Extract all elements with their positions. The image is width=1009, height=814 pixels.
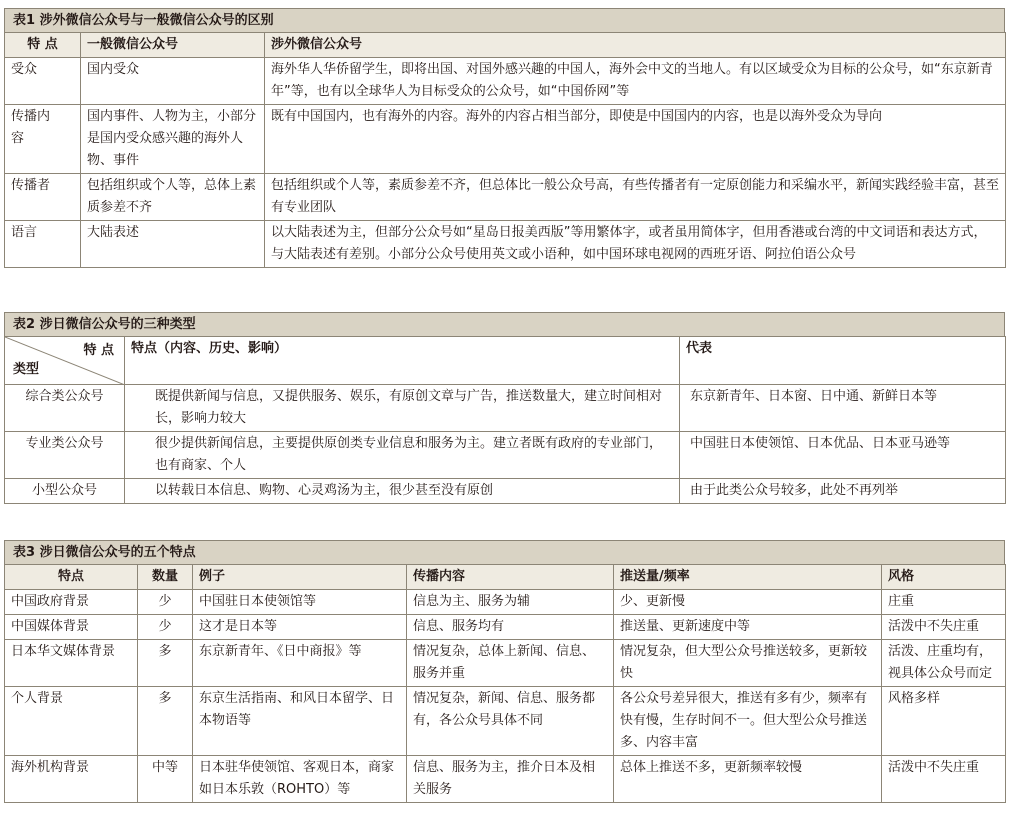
table3-header-cell: 风格 xyxy=(882,565,1006,590)
table3 xyxy=(4,540,1005,803)
table2-cell: 专业类公众号 xyxy=(5,432,125,479)
table3-cell: 日本华文媒体背景 xyxy=(5,640,138,687)
table-row xyxy=(5,479,1006,504)
table3-cell: 少 xyxy=(138,615,193,640)
table3-header-cell: 传播内容 xyxy=(407,565,614,590)
table3-cell: 中国驻日本使领馆等 xyxy=(193,590,407,615)
table3-cell: 信息、服务均有 xyxy=(407,615,614,640)
table3-cell: 中国政府背景 xyxy=(5,590,138,615)
table-row xyxy=(5,640,1006,687)
table2-grid xyxy=(4,336,1006,504)
table2-diag-top-label: 特 点 xyxy=(83,343,114,358)
table-row xyxy=(5,615,1006,640)
table2 xyxy=(4,312,1005,504)
table3-header-cell: 例子 xyxy=(193,565,407,590)
table1-cell: 既有中国国内，也有海外的内容。海外的内容占相当部分，即使是中国国内的内容，也是以海外受众为导向 xyxy=(265,105,1006,174)
table-row xyxy=(5,385,1006,432)
table2-header-row xyxy=(5,337,1006,385)
table2-cell: 小型公众号 xyxy=(5,479,125,504)
table3-cell: 海外机构背景 xyxy=(5,756,138,803)
table-row xyxy=(5,687,1006,756)
table1-header-cell: 一般微信公众号 xyxy=(81,33,265,58)
table3-cell: 情况复杂，但大型公众号推送较多，更新较快 xyxy=(614,640,882,687)
table3-cell: 活泼中不失庄重 xyxy=(882,756,1006,803)
table3-cell: 推送量、更新速度中等 xyxy=(614,615,882,640)
table1-header-cell: 涉外微信公众号 xyxy=(265,33,1006,58)
table-row xyxy=(5,58,1006,105)
table3-cell: 日本驻华使领馆、客观日本，商家如日本乐敦（ROHTO）等 xyxy=(193,756,407,803)
table2-diag-bottom-label: 类型 xyxy=(13,362,40,377)
table2-cell: 中国驻日本使领馆、日本优品、日本亚马逊等 xyxy=(680,432,1006,479)
table1-grid xyxy=(4,32,1006,268)
table3-cell: 风格多样 xyxy=(882,687,1006,756)
table2-header-cell: 代表 xyxy=(680,337,1006,385)
table1-cell: 以大陆表述为主，但部分公众号如“星岛日报美西版”等用繁体字，或者虽用简体字，但用香港或台湾的中文词语和表达方式，与大陆表述有差别。小部分公众号使用英文或小语种，如中国环球电视网的西班牙语、阿拉伯语公众号 xyxy=(265,221,1006,268)
table3-cell: 东京新青年、《日中商报》等 xyxy=(193,640,407,687)
table2-cell: 以转载日本信息、购物、心灵鸡汤为主，很少甚至没有原创 xyxy=(125,479,680,504)
table3-cell: 少、更新慢 xyxy=(614,590,882,615)
table3-cell: 少 xyxy=(138,590,193,615)
table1-cell: 传播内容 xyxy=(5,105,81,174)
table-row xyxy=(5,756,1006,803)
table-row xyxy=(5,174,1006,221)
table1-cell: 国内事件、人物为主，小部分是国内受众感兴趣的海外人物、事件 xyxy=(81,105,265,174)
table3-grid xyxy=(4,564,1006,803)
table1-cell: 海外华人华侨留学生，即将出国、对国外感兴趣的中国人，海外会中文的当地人。有以区域受众为目标的公众号，如“东京新青年”等，也有以全球华人为目标受众的公众号，如“中国侨网”等 xyxy=(265,58,1006,105)
table2-diagonal-header xyxy=(5,337,125,385)
table3-cell: 多 xyxy=(138,687,193,756)
table2-cell: 很少提供新闻信息，主要提供原创类专业信息和服务为主。建立者既有政府的专业部门，也有商家、个人 xyxy=(125,432,680,479)
table1-header-cell: 特 点 xyxy=(5,33,81,58)
table3-cell: 中等 xyxy=(138,756,193,803)
table3-cell: 个人背景 xyxy=(5,687,138,756)
table3-header-row xyxy=(5,565,1006,590)
table-row xyxy=(5,221,1006,268)
table2-cell: 由于此类公众号较多，此处不再列举 xyxy=(680,479,1006,504)
table3-cell: 这才是日本等 xyxy=(193,615,407,640)
table1-cell: 语言 xyxy=(5,221,81,268)
table3-header-cell: 推送量/频率 xyxy=(614,565,882,590)
table3-cell: 活泼、庄重均有，视具体公众号而定 xyxy=(882,640,1006,687)
table3-cell: 中国媒体背景 xyxy=(5,615,138,640)
table3-cell: 东京生活指南、和风日本留学、日本物语等 xyxy=(193,687,407,756)
table3-cell: 信息为主、服务为辅 xyxy=(407,590,614,615)
table1-cell: 国内受众 xyxy=(81,58,265,105)
table3-cell: 多 xyxy=(138,640,193,687)
table3-header-cell: 特点 xyxy=(5,565,138,590)
table1-header-row xyxy=(5,33,1006,58)
table1-caption: 表1 涉外微信公众号与一般微信公众号的区别 xyxy=(4,8,1005,32)
table2-header-cell: 特点（内容、历史、影响） xyxy=(125,337,680,385)
table3-cell: 总体上推送不多，更新频率较慢 xyxy=(614,756,882,803)
table1 xyxy=(4,8,1005,268)
table2-cell: 东京新青年、日本窗、日中通、新鲜日本等 xyxy=(680,385,1006,432)
table-row xyxy=(5,432,1006,479)
table1-cell: 包括组织或个人等，素质参差不齐，但总体比一般公众号高，有些传播者有一定原创能力和采编水平，新闻实践经验丰富，甚至有专业团队 xyxy=(265,174,1006,221)
table1-cell: 受众 xyxy=(5,58,81,105)
table3-cell: 各公众号差异很大，推送有多有少，频率有快有慢，生存时间不一。但大型公众号推送多、内容丰富 xyxy=(614,687,882,756)
table2-caption: 表2 涉日微信公众号的三种类型 xyxy=(4,312,1005,336)
table-row xyxy=(5,590,1006,615)
table2-cell: 既提供新闻与信息，又提供服务、娱乐，有原创文章与广告，推送数量大，建立时间相对长，影响力较大 xyxy=(125,385,680,432)
table3-cell: 活泼中不失庄重 xyxy=(882,615,1006,640)
table3-cell: 情况复杂，总体上新闻、信息、服务并重 xyxy=(407,640,614,687)
table2-cell: 综合类公众号 xyxy=(5,385,125,432)
table3-cell: 信息、服务为主，推介日本及相关服务 xyxy=(407,756,614,803)
table1-cell: 传播者 xyxy=(5,174,81,221)
table3-caption: 表3 涉日微信公众号的五个特点 xyxy=(4,540,1005,564)
table1-cell: 大陆表述 xyxy=(81,221,265,268)
table1-cell: 包括组织或个人等，总体上素质参差不齐 xyxy=(81,174,265,221)
table-row xyxy=(5,105,1006,174)
table3-cell: 情况复杂，新闻、信息、服务都有，各公众号具体不同 xyxy=(407,687,614,756)
table3-header-cell: 数量 xyxy=(138,565,193,590)
table3-cell: 庄重 xyxy=(882,590,1006,615)
